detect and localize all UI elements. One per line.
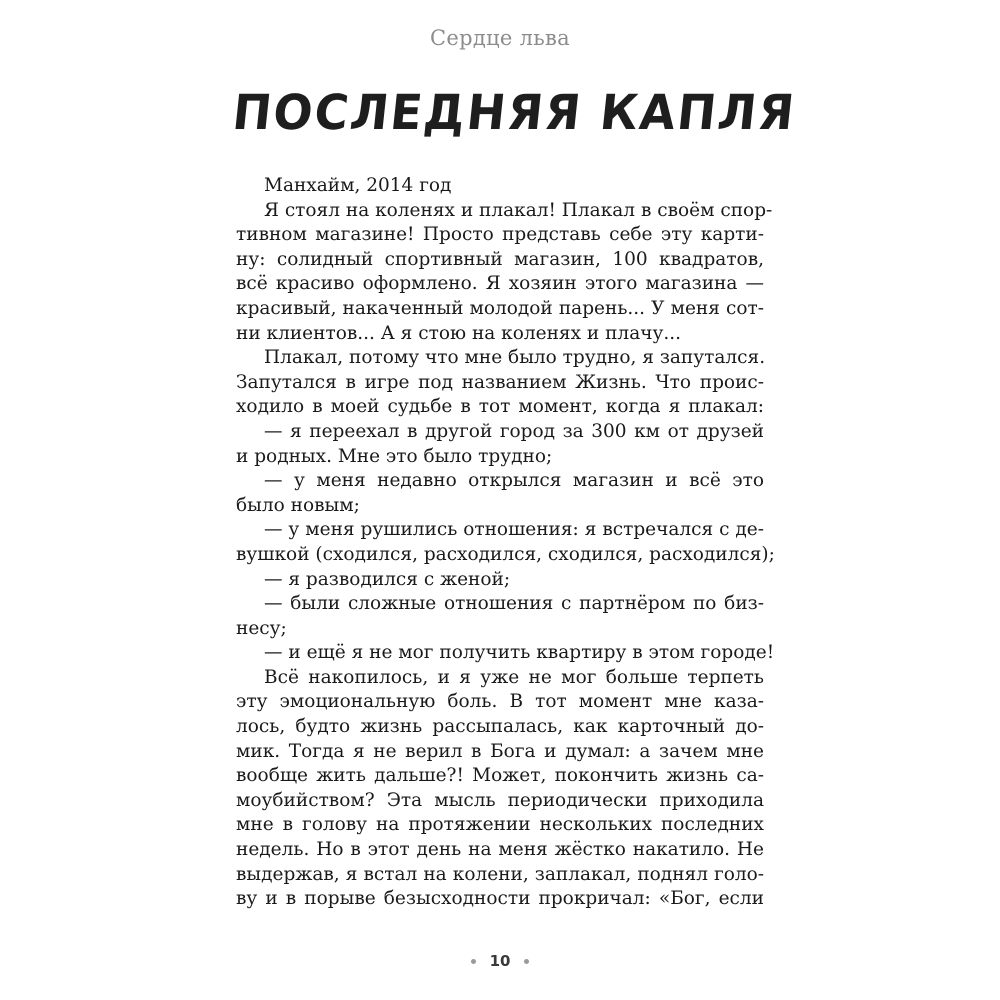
page-number-footer <box>0 952 1000 970</box>
text-line: лось, будто жизнь рассыпалась, как карточный до- <box>236 716 764 738</box>
text-line: было новым; <box>236 494 360 516</box>
chapter-title: ПОСЛЕДНЯЯ КАПЛЯ <box>230 84 799 141</box>
text-line: моубийством? Эта мысль периодически приходила <box>236 789 764 811</box>
body-text <box>236 174 775 912</box>
text-line: и родных. Мне это было трудно; <box>236 445 553 467</box>
running-head: Сердце льва <box>430 26 570 50</box>
bullet-dot-icon <box>524 959 529 964</box>
text-line: ву и в порыве безысходности прокричал: «Бог, если <box>236 888 764 910</box>
text-line: красивый, накаченный молодой парень... У меня сот- <box>236 297 764 319</box>
text-line: Запутался в игре под названием Жизнь. Что проис- <box>236 371 764 393</box>
text-line: тивном магазине! Просто представь себе эту карти- <box>236 224 764 246</box>
text-line: мне в голову на протяжении нескольких последних <box>236 814 764 836</box>
text-line: ну: солидный спортивный магазин, 100 квадратов, <box>236 248 764 270</box>
text-line: Всё накопилось, и я уже не мог больше терпеть <box>264 666 764 688</box>
text-line: — я разводился с женой; <box>264 568 511 590</box>
text-line: — были сложные отношения с партнёром по биз- <box>264 593 764 615</box>
text-line: всё красиво оформлено. Я хозяин этого магазина — <box>236 273 764 295</box>
text-line: — я переехал в другой город за 300 км от друзей <box>264 420 764 442</box>
text-line: ходило в моей судьбе в тот момент, когда я плакал: <box>236 396 764 418</box>
text-line: эту эмоциональную боль. В тот момент мне каза- <box>236 691 764 713</box>
text-line: несу; <box>236 617 287 639</box>
text-line: вушкой (сходился, расходился, сходился, расходился); <box>236 543 775 565</box>
bullet-dot-icon <box>471 959 476 964</box>
text-line: выдержав, я встал на колени, заплакал, поднял голо- <box>236 863 764 885</box>
text-line: Плакал, потому что мне было трудно, я запутался. <box>264 347 766 369</box>
text-line: ни клиентов... А я стою на коленях и плачу... <box>236 322 681 344</box>
text-line: — у меня рушились отношения: я встречался с де- <box>264 519 764 541</box>
text-line: мик. Тогда я не верил в Бога и думал: а зачем мне <box>236 740 764 762</box>
text-line: — у меня недавно открылся магазин и всё это <box>264 470 764 492</box>
text-line: Я стоял на коленях и плакал! Плакал в своём спор- <box>264 199 773 221</box>
page-number: 10 <box>489 952 511 970</box>
text-line: вообще жить дальше?! Может, покончить жизнь са- <box>236 765 764 787</box>
text-line: — и ещё я не мог получить квартиру в этом городе! <box>264 642 775 664</box>
text-line: Манхайм, 2014 год <box>264 175 452 196</box>
text-line: недель. Но в этот день на меня жёстко накатило. Не <box>236 839 764 861</box>
